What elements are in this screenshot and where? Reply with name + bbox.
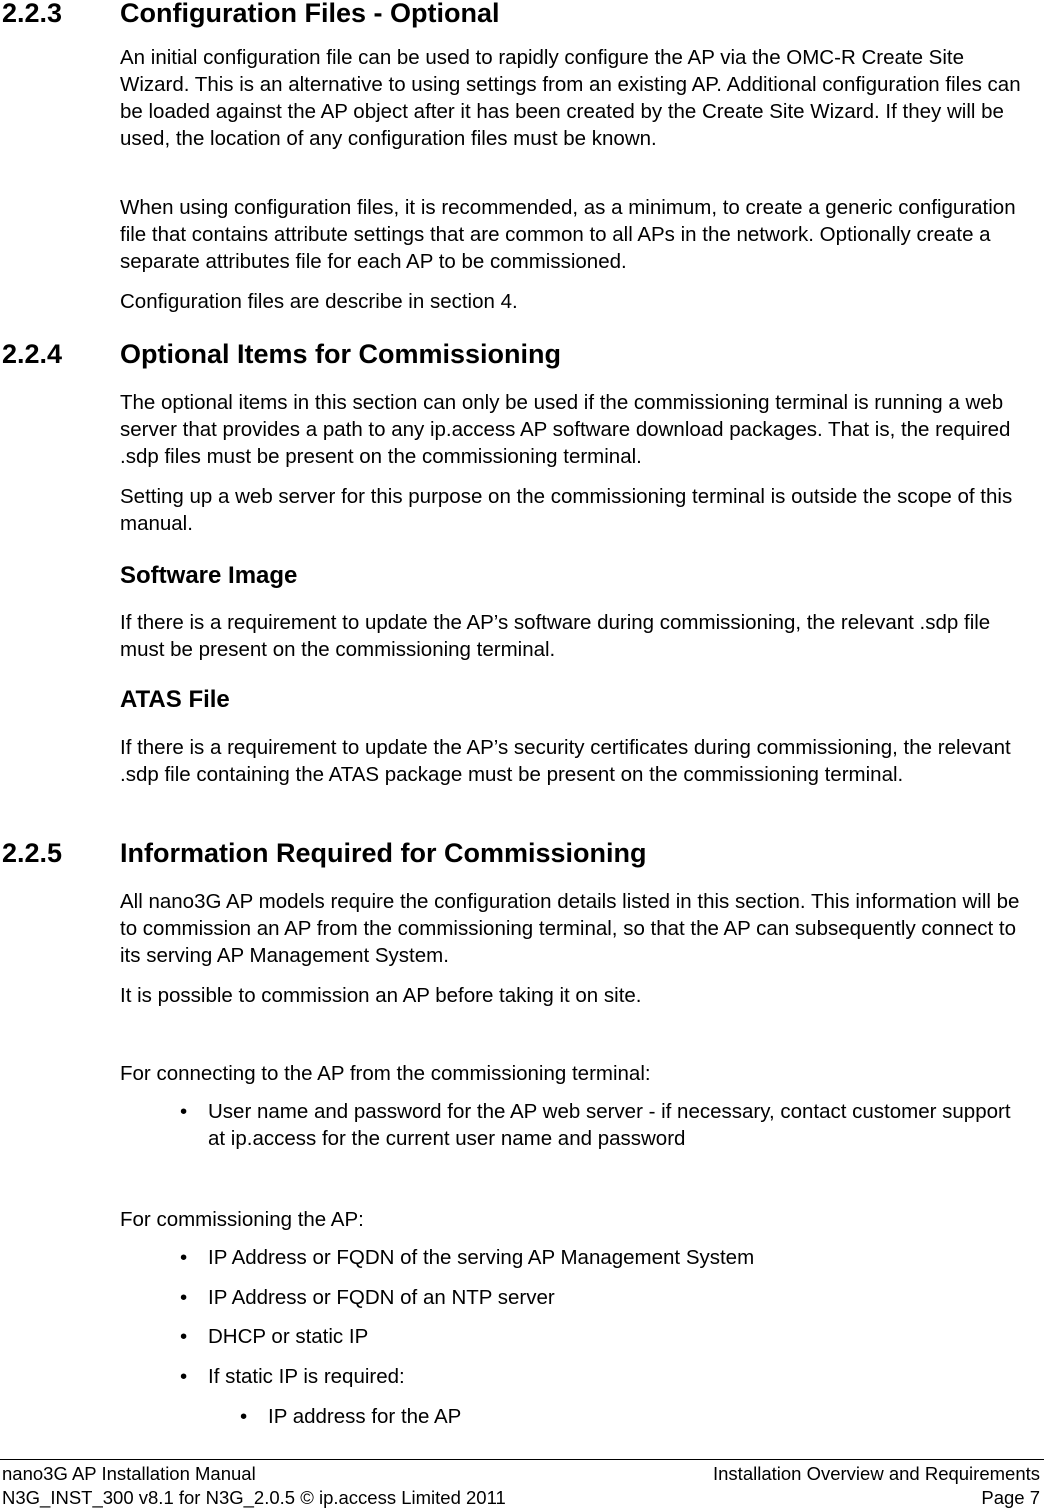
list-item-text: If static IP is required: [208,1365,405,1388]
bullet: • [180,1100,188,1123]
section-heading-2-2-5 [2,838,647,869]
section-title: Configuration Files - Optional [120,0,500,28]
paragraph: If there is a requirement to update the AP’s software during commissioning, the relevant .sdp file must be present on the commissioning terminal. [120,611,991,661]
paragraph: It is possible to commission an AP before taking it on site. [120,984,642,1007]
bullet: • [180,1246,188,1269]
list-item-text: User name and password for the AP web server - if necessary, contact customer support at ip.access for the current user name and password [208,1100,1011,1150]
section-heading-2-2-3 [2,0,499,29]
footer-rule [0,1459,1044,1460]
section-number: 2.2.3 [2,0,63,28]
paragraph: Setting up a web server for this purpose on the commissioning terminal is outside the scope of this manual. [120,485,1013,535]
section-title: Information Required for Commissioning [120,838,647,868]
paragraph: If there is a requirement to update the AP’s security certificates during commissioning, the relevant .sdp file containing the ATAS package must be present on the commissioning terminal. [120,736,1011,786]
bullet: • [180,1365,188,1388]
list-item [180,1098,1040,1152]
section-heading-2-2-4 [2,339,561,370]
list-item [180,1323,1040,1350]
paragraph: The optional items in this section can only be used if the commissioning terminal is running a web server that provides a path to any ip.access AP software download packages. That is, the required .sdp files must be present on the commissioning terminal. [120,391,1011,468]
subheading-atas-file: ATAS File [120,686,230,713]
section-number: 2.2.4 [2,339,63,369]
bullet: • [180,1286,188,1309]
list-item-text: DHCP or static IP [208,1325,369,1348]
footer-section-title: Installation Overview and Requirements [713,1463,1040,1484]
paragraph: All nano3G AP models require the configuration details listed in this section. This information will be to commission an AP from the commissioning terminal, so that the AP can subsequently connect to its serving AP Management System. [120,890,1020,967]
paragraph: When using configuration files, it is recommended, as a minimum, to create a generic configuration file that contains attribute settings that are common to all APs in the network. Optionally create a separate attributes file for each AP to be commissioned. [120,196,1016,273]
footer-doc-id: N3G_INST_300 v8.1 for N3G_2.0.5 © ip.access Limited 2011 [2,1487,506,1508]
list-item [180,1363,1040,1390]
section-title: Optional Items for Commissioning [120,339,562,369]
bullet: • [180,1325,188,1348]
list-intro: For connecting to the AP from the commissioning terminal: [120,1062,651,1085]
footer-doc-title: nano3G AP Installation Manual [2,1463,256,1484]
paragraph: Configuration files are describe in section 4. [120,290,518,313]
footer-page-number: Page 7 [981,1487,1040,1508]
list-item-text: IP Address or FQDN of an NTP server [208,1286,555,1309]
list-item [180,1244,1040,1271]
list-item-text: IP address for the AP [268,1405,462,1428]
list-item-text: IP Address or FQDN of the serving AP Management System [208,1246,755,1269]
list-item [180,1284,1040,1311]
bullet: • [240,1405,248,1428]
section-number: 2.2.5 [2,838,63,868]
list-item [240,1403,1040,1430]
paragraph: An initial configuration file can be used to rapidly configure the AP via the OMC-R Create Site Wizard. This is an alternative to using settings from an existing AP. Additional configuration files can be loaded against the AP object after it has been created by the Create Site Wizard. If they will be used, the location of any configuration files must be known. [120,46,1021,150]
subheading-software-image: Software Image [120,562,298,589]
list-intro: For commissioning the AP: [120,1208,364,1231]
